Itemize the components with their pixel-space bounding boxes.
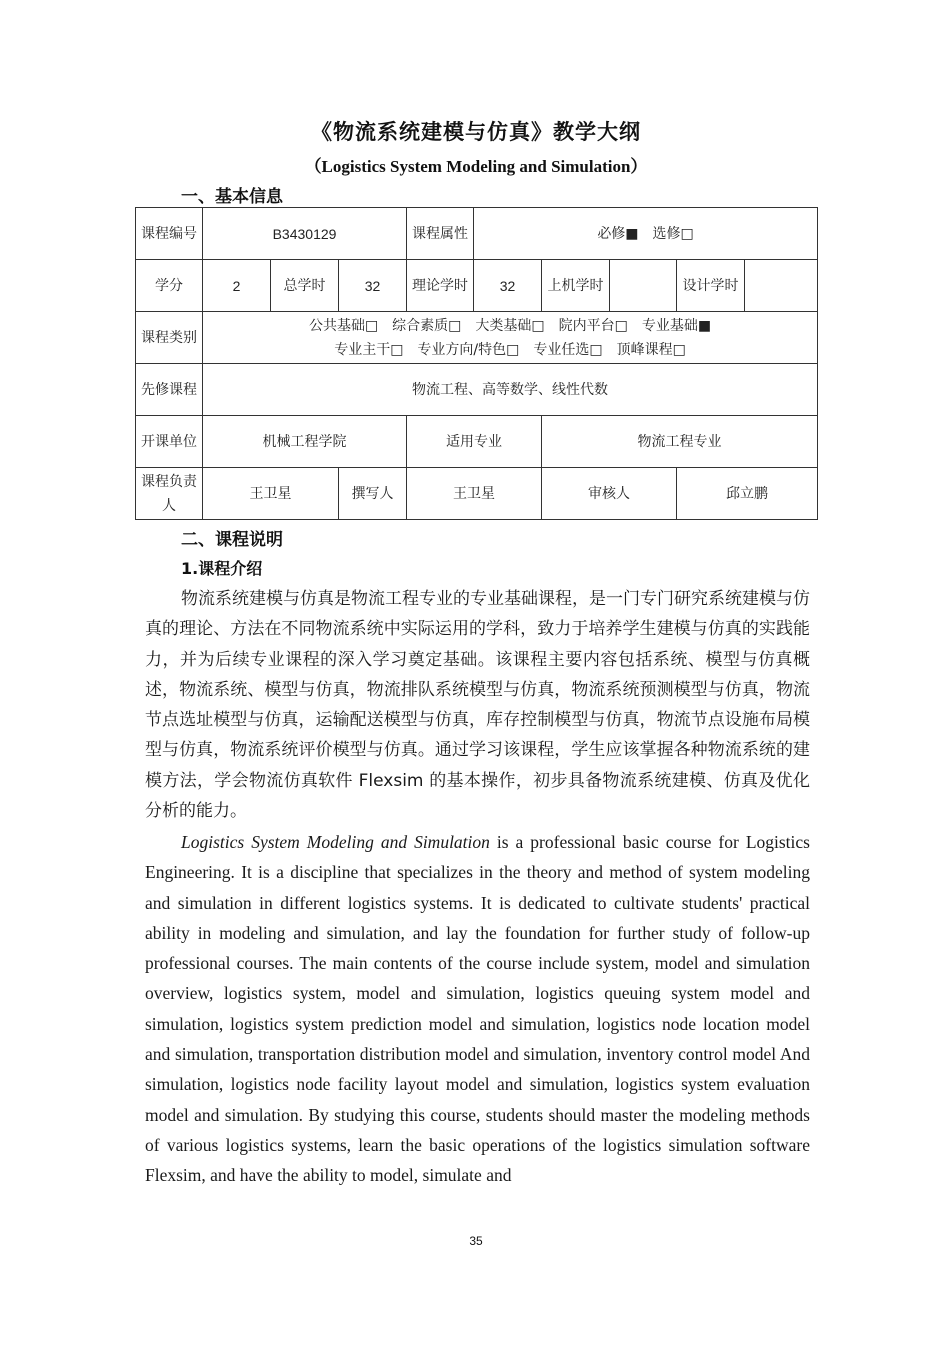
design-hours-label: 设计学时 xyxy=(677,260,745,312)
course-no-value: B3430129 xyxy=(203,208,407,260)
course-no-label: 课程编号 xyxy=(136,208,203,260)
course-intro-chinese: 物流系统建模与仿真是物流工程专业的专业基础课程，是一门专门研究系统建模与仿真的理论、方法在不同物流系统中实际运用的学科，致力于培养学生建模与仿真的实践能力，并为后续专业课程的深入学习奠定基础。该课程主要内容包括系统、模型与仿真概述，物流系统、模型与仿真，物流排队系统模型与仿真，物流系统预测模型与仿真，物流节点选址模型与仿真，运输配送模型与仿真，库存控制模型与仿真，物流节点设施布局模型与仿真，物流系统评价模型与仿真。通过学习该课程，学生应该掌握各种物流系统的建模方法，学会物流仿真软件 Flexsim 的基本操作，初步具备物流系统建模、仿真及优化分析的能力。 xyxy=(145,589,810,822)
prereq-value: 物流工程、高等数学、线性代数 xyxy=(203,364,818,416)
section-heading-course-description: 二、课程说明 xyxy=(181,530,283,550)
credit-value: 2 xyxy=(203,260,271,312)
total-hours-value: 32 xyxy=(339,260,407,312)
major-label: 适用专业 xyxy=(407,416,542,468)
category-label: 课程类别 xyxy=(136,312,203,364)
theory-hours-value: 32 xyxy=(474,260,542,312)
document-subtitle: （Logistics System Modeling and Simulation） xyxy=(304,157,648,176)
table-row xyxy=(136,312,818,364)
document-title: 《物流系统建模与仿真》教学大纲 xyxy=(311,120,641,144)
unit-label: 开课单位 xyxy=(136,416,203,468)
course-info-table xyxy=(135,207,818,520)
credit-label: 学分 xyxy=(136,260,203,312)
total-hours-label: 总学时 xyxy=(271,260,339,312)
reviewer-label: 审核人 xyxy=(542,468,677,520)
course-attr-value: 必修■ 选修□ xyxy=(474,208,818,260)
subheading-course-intro: 1.课程介绍 xyxy=(181,559,263,578)
course-title-italic: Logistics System Modeling and Simulation xyxy=(181,832,490,852)
table-row xyxy=(136,468,818,520)
category-options xyxy=(203,312,818,364)
table-row xyxy=(136,260,818,312)
prereq-label: 先修课程 xyxy=(136,364,203,416)
major-value: 物流工程专业 xyxy=(542,416,818,468)
owner-value: 王卫星 xyxy=(203,468,339,520)
owner-label: 课程负责人 xyxy=(136,468,203,520)
course-intro-english-body: is a professional basic course for Logistics Engineering. It is a discipline that specializes in the theory and method of system modeling and simulation in different logistics systems. It is dedicated to cultivate students' practical ability in modeling and simulation, and lay the foundation for further study of follow-up professional courses. The main contents of the course include system, model and simulation overview, logistics system, model and simulation, logistics queuing system model and simulation, logistics system prediction model and simulation, logistics node location model and simulation, transportation distribution model and simulation, inventory control model And simulation, logistics node facility layout model and simulation, logistics system evaluation model and simulation. By studying this course, students should master the modeling methods of various logistics systems, learn the basic operations of the logistics simulation software Flexsim, and have the ability to model, simulate and xyxy=(145,832,810,1186)
section-heading-basic-info: 一、基本信息 xyxy=(181,187,283,207)
lab-hours-label: 上机学时 xyxy=(542,260,610,312)
category-options-line2: 专业主干□ 专业方向/特色□ 专业任选□ 顶峰课程□ xyxy=(334,341,686,358)
table-row xyxy=(136,364,818,416)
course-intro-english xyxy=(145,827,810,1191)
table-row xyxy=(136,208,818,260)
theory-hours-label: 理论学时 xyxy=(407,260,474,312)
reviewer-value: 邱立鹏 xyxy=(677,468,818,520)
category-options-line1: 公共基础□ 综合素质□ 大类基础□ 院内平台□ 专业基础■ xyxy=(308,317,712,334)
page-number: 35 xyxy=(469,1234,483,1248)
writer-label: 撰写人 xyxy=(339,468,407,520)
lab-hours-value xyxy=(610,260,677,312)
table-row xyxy=(136,416,818,468)
course-attr-label: 课程属性 xyxy=(407,208,474,260)
design-hours-value xyxy=(745,260,818,312)
writer-value: 王卫星 xyxy=(407,468,542,520)
unit-value: 机械工程学院 xyxy=(203,416,407,468)
